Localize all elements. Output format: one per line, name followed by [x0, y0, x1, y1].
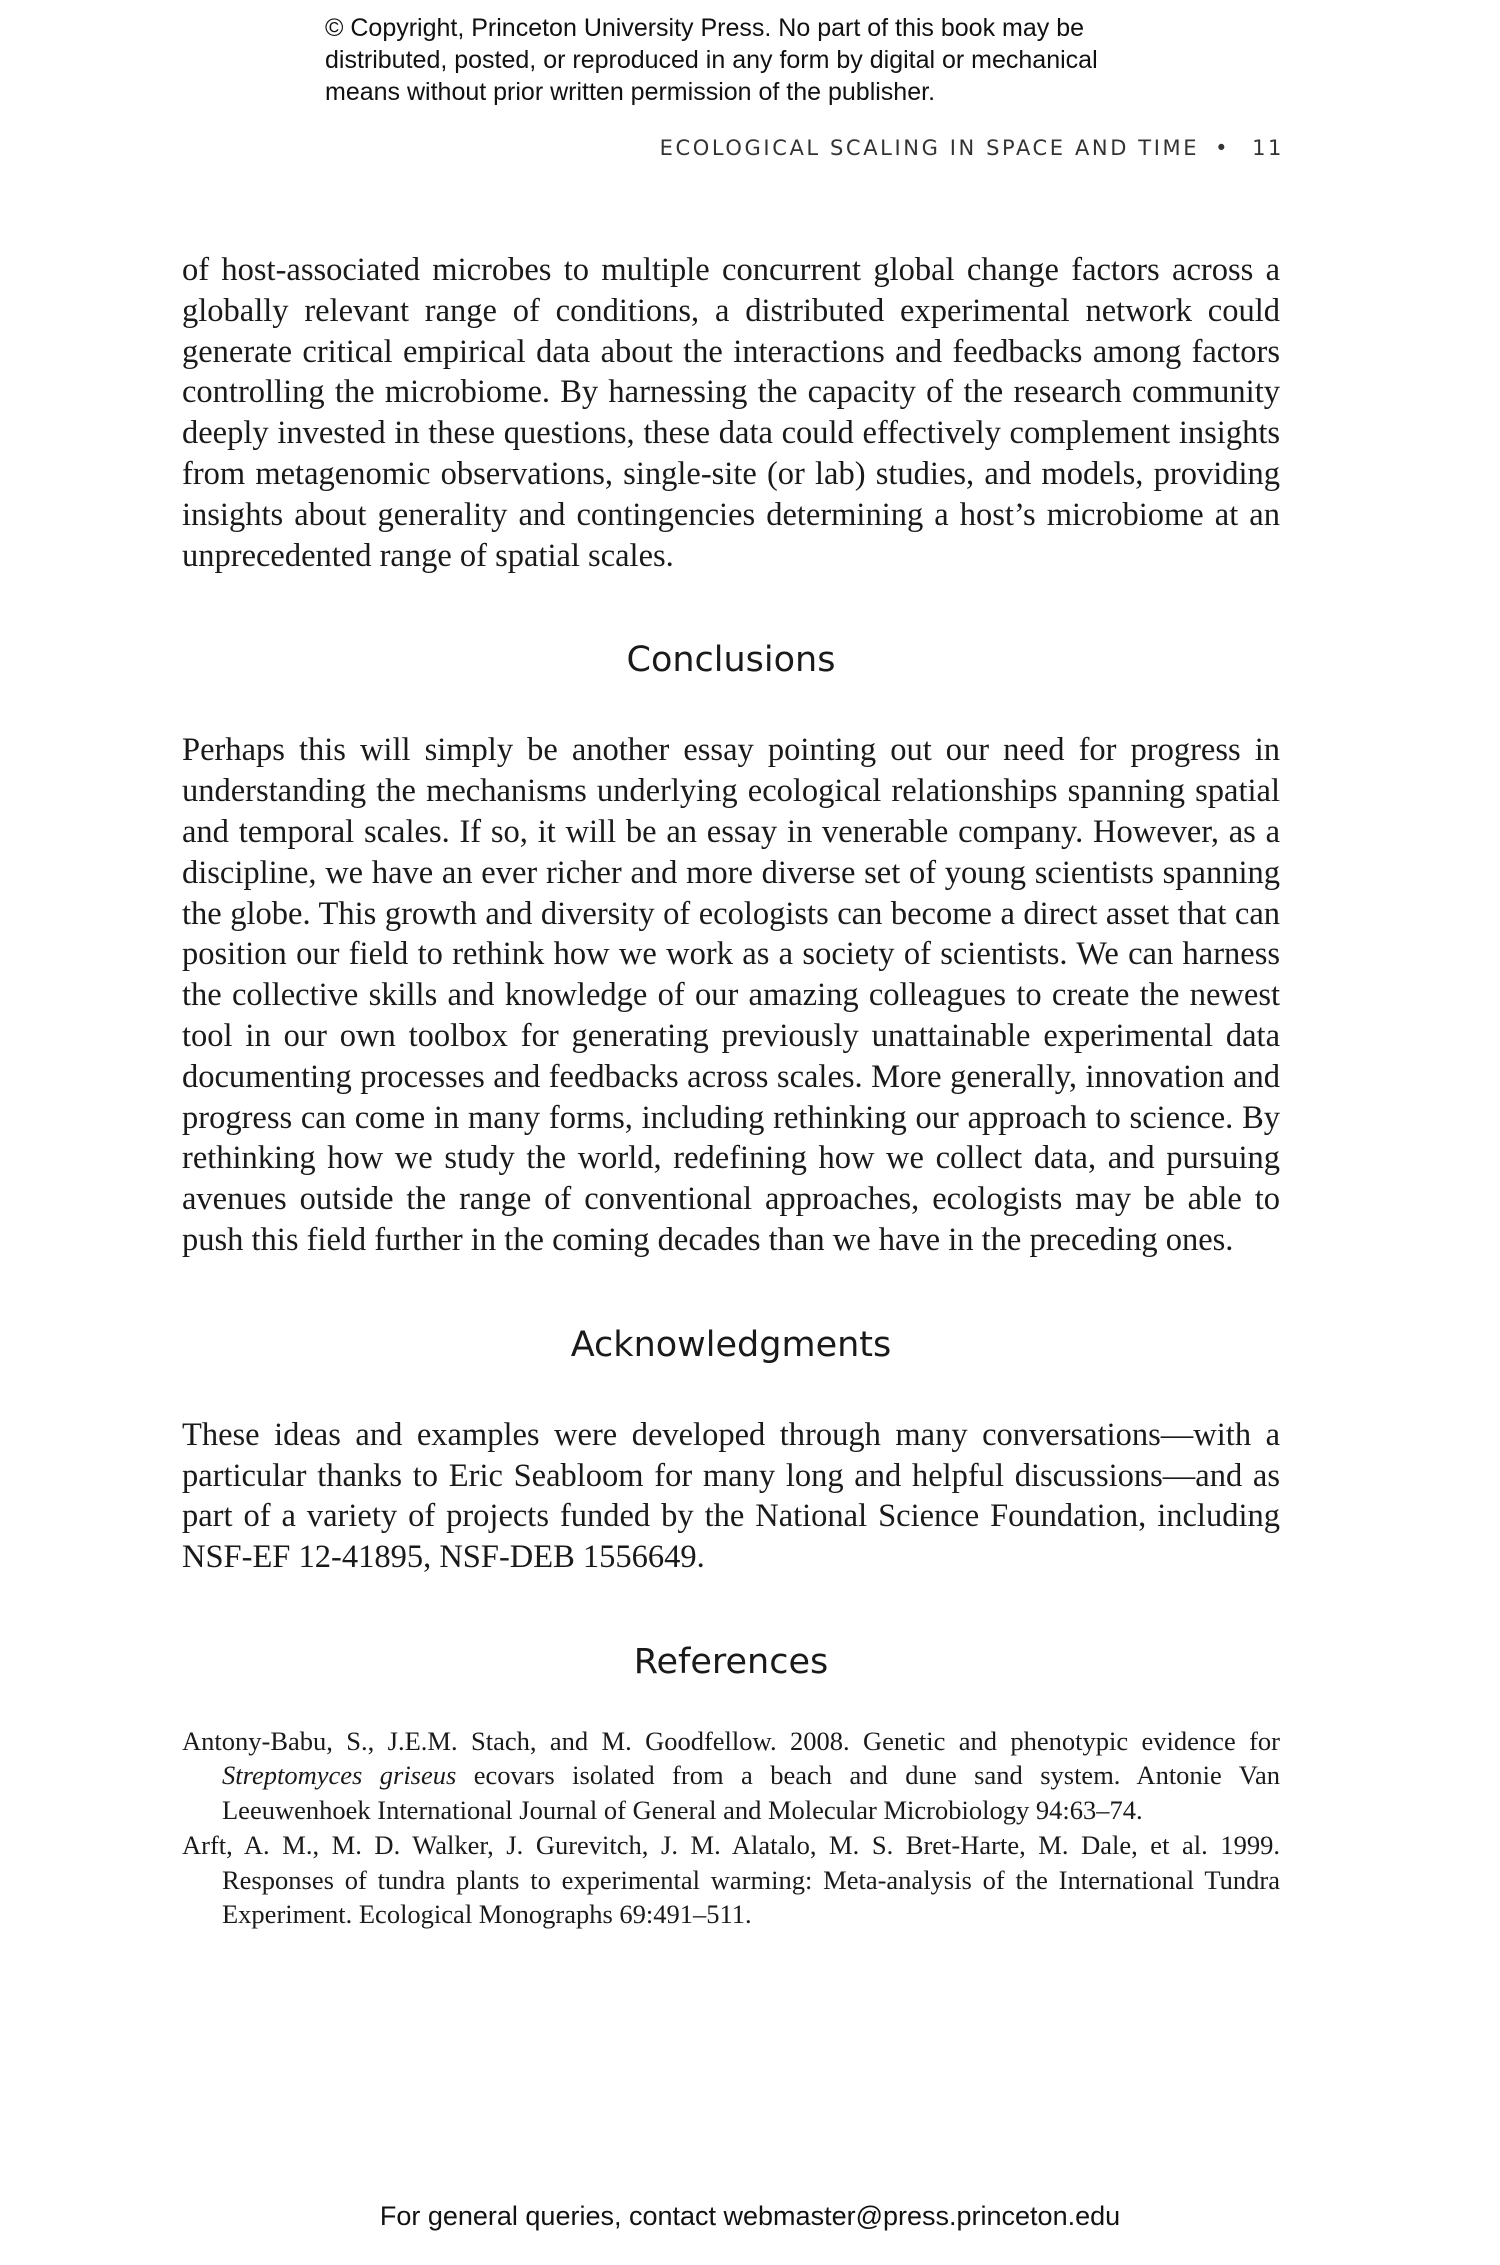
acknowledgments-paragraph: These ideas and examples were developed through many conversations—with a particular thanks to Eric Seabloom for many long and helpful discussions—and as part of a variety of projects funded by the National Science Foundation, including NSF-EF 12-41895, NSF-DEB 1556649. — [182, 1416, 1280, 1576]
copyright-line: means without prior written permission of the publisher. — [325, 78, 936, 106]
copyright-line: © Copyright, Princeton University Press. No part of this book may be — [325, 14, 1085, 42]
running-head — [660, 136, 1284, 160]
page-number: 11 — [1252, 136, 1284, 160]
conclusions-paragraph: Perhaps this will simply be another essay pointing out our need for progress in understanding the mechanisms underlying ecological relationships spanning spatial and temporal scales. If so, it will be an essay in venerable company. However, as a discipline, we have an ever richer and more diverse set of young scientists spanning the globe. This growth and diversity of ecologists can become a direct asset that can position our field to rethink how we work as a society of scientists. We can harness the collective skills and knowledge of our amazing colleagues to create the newest tool in our own toolbox for generating previously unattainable experimental data documenting processes and feedbacks across scales. More generally, innovation and progress can come in many forms, including rethinking our approach to science. By rethinking how we study the world, redefining how we collect data, and pursuing avenues outside the range of conventional approaches, ecologists may be able to push this field further in the coming decades than we have in the preceding ones. — [182, 732, 1280, 1258]
reference-list — [182, 1724, 1280, 1932]
acknowledgments-heading: Acknowledgments — [570, 1324, 892, 1365]
page-body — [182, 250, 1280, 1933]
running-head-title: ECOLOGICAL SCALING IN SPACE AND TIME — [659, 136, 1200, 160]
reference-text: Arft, A. M., M. D. Walker, J. Gurevitch, J. M. Alatalo, M. S. Bret-Harte, M. Dale, et al. 1999. Responses of tundra plants to experimental warming: Meta-analysis of the International Tundra Experiment. Ecological Monographs 69:491–511. — [182, 1830, 1280, 1930]
references-heading: References — [633, 1641, 829, 1682]
reference-species-name: Streptomyces griseus — [222, 1760, 457, 1791]
footer-contact: For general queries, contact webmaster@press.princeton.edu — [379, 2201, 1121, 2231]
conclusions-heading: Conclusions — [626, 640, 836, 681]
copyright-notice — [325, 12, 1225, 108]
intro-paragraph: of host-associated microbes to multiple concurrent global change factors across a globally relevant range of conditions, a distributed experimental network could generate critical empirical data about the interactions and feedbacks among factors controlling the microbiome. By harnessing the capacity of the research community deeply invested in these questions, these data could effectively complement insights from metagenomic observations, single-site (or lab) studies, and models, providing insights about generality and contingencies determining a host’s microbiome at an unprecedented range of spatial scales. — [182, 252, 1280, 574]
reference-text: Antony-Babu, S., J.E.M. Stach, and M. Goodfellow. 2008. Genetic and phenotypic evidence for — [182, 1725, 1280, 1756]
reference-item — [182, 1724, 1280, 1828]
copyright-line: distributed, posted, or reproduced in any form by digital or mechanical — [325, 46, 1098, 74]
reference-text: ecovars isolated from a beach and dune sand system. Antonie Van Leeuwenhoek International Journal of General and Molecular Microbiology 94:63–74. — [222, 1760, 1280, 1825]
reference-item — [182, 1828, 1280, 1932]
running-head-separator: • — [1215, 136, 1231, 160]
